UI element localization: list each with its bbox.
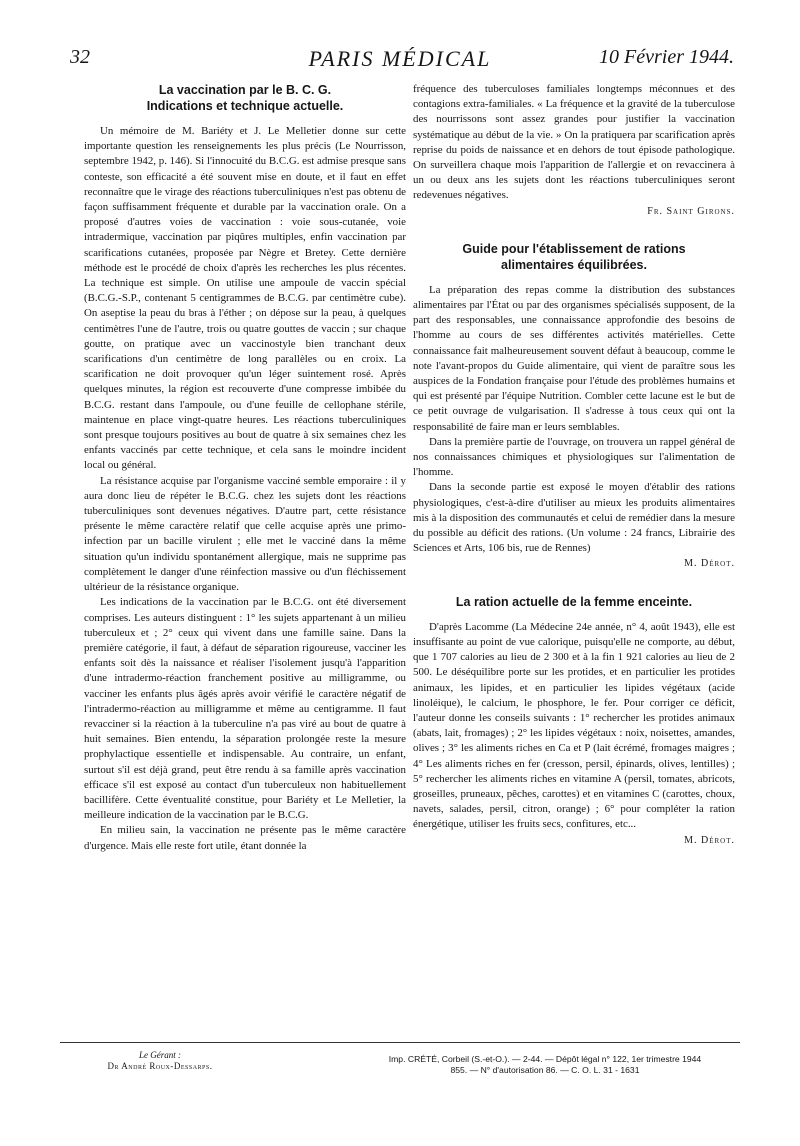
article-title-ration: La ration actuelle de la femme enceinte. [455, 594, 693, 609]
article-title-guide-line2: alimentaires équilibrées. [501, 257, 647, 272]
paragraph: La résistance acquise par l'organisme vacciné semble emporaire : il y aura donc lieu de répéter le B.C.G. chez les sujets dont les réactions tuberculiniques sont devenues négatives. D'autre part, cette résistance présente le même caractère relatif que celle acquise après une primo-infection par un bacille virulent ; elle met le vacciné dans la même situation qu'un individu spontanément allergique, mais ne supprime pas complètement le danger d'une réinfection massive ou d'un fléchissement ultérieur de la résistance organique. [84, 474, 406, 594]
article-title-bcg-line2: Indications et technique actuelle. [146, 99, 344, 113]
paragraph: La préparation des repas comme la distribution des substances alimentaires par l'État ou par des organismes spécialisés supposent, de la part des responsables, une connaissance approfondie des besoins de l'homme au cours de ses différentes activités matérielles. Cette connaissance fait malheureusement souvent défaut à beaucoup, comme le note l'avant-propos du Guide alimentaire, qui vient de paraître sous les auspices de la Fondation française pour l'étude des problèmes humains et qui est présenté par l'équipe Nutrition. Combler cette lacune est le but de ce petit ouvrage de vulgarisation. Il s'adresse à tous ceux qui ont la responsabilité de faire man er leurs semblables. [413, 283, 735, 433]
paragraph: En milieu sain, la vaccination ne présente pas le même caractère d'urgence. Mais elle reste fort utile, étant donnée la [84, 824, 406, 852]
imprint-line: 855. — N° d'autorisation 86. — C. O. L. 31 - 1631 [450, 1065, 640, 1075]
page-header [0, 46, 800, 76]
issue-date: 10 Février 1944. [599, 46, 734, 68]
imprint-line: Imp. CRÉTÉ, Corbeil (S.-et-O.). — 2-44. — Dépôt légal n° 122, 1er trimestre 1944 [388, 1054, 702, 1064]
article-title-guide [413, 241, 735, 273]
paragraph-continuation: fréquence des tuberculoses familiales longtemps méconnues et des contagions extra-familiales. « La fréquence et la gravité de la tuberculose des nourrissons sont assez grandes pour justifier la vaccination systématique au début de la vie. » On la pratiquera par scarification après reprise du poids de naissance et en dehors de tout épisode pathologique. On surveillera chaque mois l'apparition de l'allergie et on revaccinera à un ou deux ans les sujets dont les réactions tuberculiniques seront redevenues négatives. [413, 83, 735, 202]
article-title-bcg [84, 82, 406, 114]
footer-divider [60, 1042, 740, 1043]
manager-name: Dr André Roux-Dessarps. [107, 1061, 213, 1071]
manager-label: Le Gérant : [139, 1050, 181, 1060]
article-title-guide-line1: Guide pour l'établissement de rations [462, 241, 686, 256]
author-signature: Fr. Saint Girons. [647, 205, 735, 217]
paragraph: Un mémoire de M. Bariéty et J. Le Melletier donne sur cette importante question les renseignements les plus précis (Le Nourrisson, septembre 1942, p. 146). Si l'innocuité du B.C.G. est admise presque sans conteste, son efficacité a été souvent mise en doute, et il faut en effet reconnaître que le virage des réactions tuberculiniques n'est pas obtenu de façon suffisamment fréquente et durable par la vaccination orale. On a proposé d'autres voies de vaccination : voie sous-cutanée, voie intradermique, vaccination par piqûres multiples, enfin vaccination par scarifications cutanées, proposée par Nègre et Bretey. Cette dernière méthode est le procédé de choix d'après les recherches les plus récentes. La technique est simple. On utilise une ampoule de vaccin spécial (B.C.G.-S.P., contenant 5 centigrammes de B.C.G. par centimètre cube). On aseptise la peau du bras à l'éther ; on dépose sur la peau, à quelques centimètres l'une de l'autre, trois ou quatre gouttes de vaccin ; sur chaque goutte, on pratique avec un vaccinostyle bien tranchant deux scarifications d'un centimètre de long parallèles ou en croix. La scarification ne doit provoquer qu'un léger suintement rosé. Après quelques minutes, la région est recouverte d'une compresse imbibée du B.C.G. restant dans l'ampoule, ou d'une feuille de cellophane stérile, maintenue en place vingt-quatre heures. Les réactions tuberculiniques sont presque toujours positives au bout de quatre à six semaines chez les enfants vaccinés par cette technique, et cela sans le moindre incident local ou général. [84, 125, 406, 472]
author-signature: M. Dérot. [684, 834, 735, 846]
article-title-bcg-line1: La vaccination par le B. C. G. [158, 83, 332, 97]
left-column [84, 82, 406, 854]
right-column [413, 82, 735, 848]
footer-imprint [330, 1054, 760, 1076]
paragraph: Dans la première partie de l'ouvrage, on trouvera un rappel général de nos connaissances chimiques et physiologiques sur l'alimentation de l'homme. [413, 435, 735, 479]
footer-manager [60, 1050, 260, 1072]
paragraph: D'après Lacomme (La Médecine 24e année, n° 4, août 1943), elle est insuffisante au point de vue calorique, puisqu'elle ne comporte, au début, que 1 707 calories au lieu de 2 300 et à la fin 1 921 calories au lieu de 2 500. Le déséquilibre porte sur les protides, et en particulier les protides animaux, les lipides, et en particulier les lipides végétaux (acide linoléique), le calcium, le phosphore, le fer. Pour corriger ce déficit, l'auteur donne les conseils suivants : 1° rechercher les protides animaux (abats, lait, fromages) ; 2° les lipides végétaux : noix, noisettes, amandes, olives ; 3° les aliments riches en Ca et P (lait écrémé, fromages maigres ; 4° Les aliments riches en fer (cresson, persil, épinards, olives, lentilles) ; 5° rechercher les aliments riches en vitamine A (persil, tomates, abricots, groseilles, pruneaux, pêches, carottes) et en vitamines C (carottes, choux, navets, salades, persil, citron, orange) ; 6° pour compléter la ration énergétique, utiliser les fruits secs, confitures, etc... [413, 620, 735, 831]
page-number: 32 [70, 46, 90, 68]
paragraph: Dans la seconde partie est exposé le moyen d'établir des rations physiologiques, c'est-à-dire d'utiliser au mieux les produits alimentaires mis à la disposition des communautés et celui de remédier dans la mesure du possible au déficit des rations. (Un volume : 24 francs, Librairie des Sciences et Arts, 106 bis, rue de Rennes) [413, 481, 735, 555]
paragraph: Les indications de la vaccination par le B.C.G. ont été diversement comprises. Les auteurs distinguent : 1° les sujets appartenant à un milieu tuberculeux et ; 2° ceux qui vivent dans une famille saine. Dans la première catégorie, il faut, à défaut de séparation rigoureuse, vacciner les enfants soit dès la naissance et réaliser l'isolement jusqu'à l'apparition d'une intradermo-réaction franchement positive au milligramme, ou vacciner les enfants plus âgés après avoir vérifié le caractère négatif de l'intradermo-réaction au milligramme et même au centigramme. Il faut revacciner si la réaction à la tuberculine n'a pas viré au bout de quatre à huit semaines. Bien entendu, la séparation prolongée reste la mesure prophylactique essentielle et indispensable. Au contraire, un enfant, surtout s'il est déjà grand, peut être rendu à sa famille après vaccination efficace s'il est exposé au contact d'un tuberculeux non habituellement bacillifère. Cette éventualité constitue, pour Bariéty et Le Melletier, la meilleure indication de la vaccination par le B.C.G. [84, 596, 406, 822]
journal-title: PARIS MÉDICAL [308, 46, 492, 71]
author-signature: M. Dérot. [684, 558, 735, 570]
